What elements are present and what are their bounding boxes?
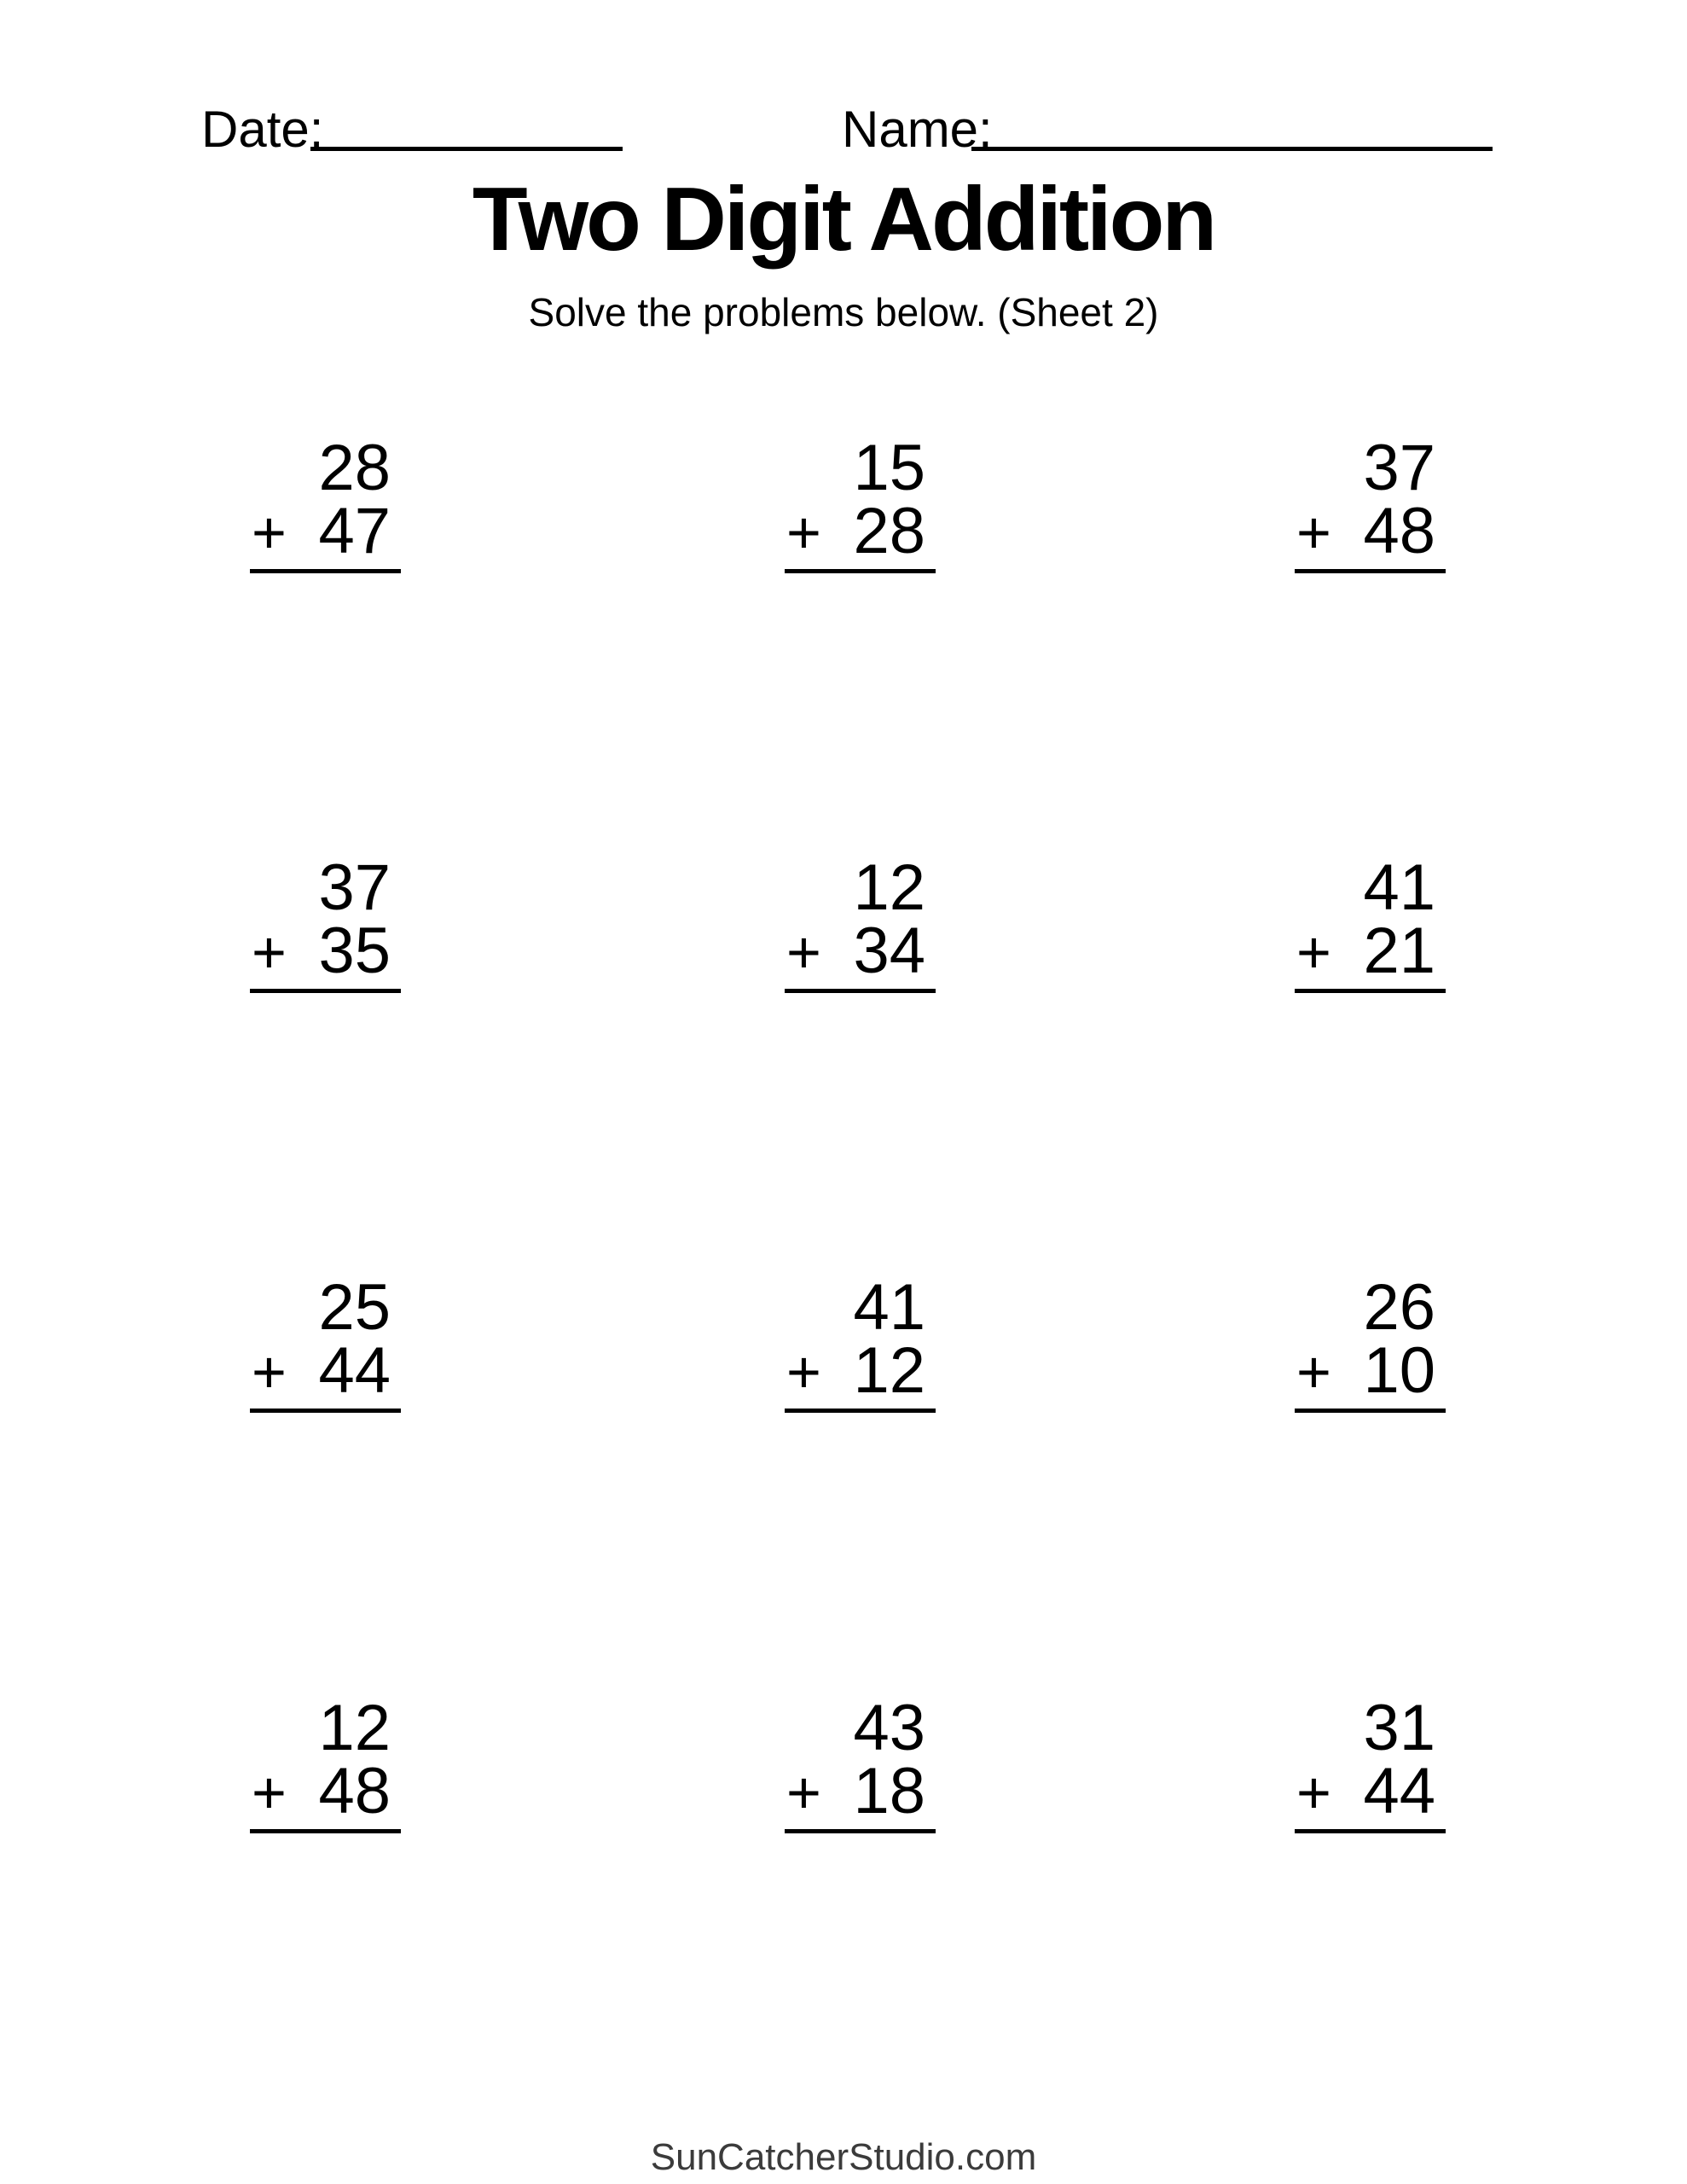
answer-space[interactable] <box>250 993 401 1070</box>
top-operand: 37 <box>318 851 391 924</box>
addition-problem-12 <box>1295 1692 1446 1910</box>
addition-problem-4 <box>250 851 401 1070</box>
bottom-operand: 18 <box>853 1755 925 1827</box>
answer-space[interactable] <box>1295 1833 1446 1910</box>
top-operand: 37 <box>1363 432 1435 504</box>
plus-operator: + <box>786 499 821 566</box>
top-operand: 26 <box>1363 1271 1435 1344</box>
answer-space[interactable] <box>1295 573 1446 650</box>
page-title: Two Digit Addition <box>472 169 1215 270</box>
plus-operator: + <box>1296 1759 1331 1826</box>
answer-space[interactable] <box>250 1833 401 1910</box>
bottom-operand: 47 <box>318 495 391 567</box>
bottom-operand: 48 <box>1363 495 1435 567</box>
bottom-operand-row <box>785 915 936 993</box>
bottom-operand-row <box>1295 495 1446 573</box>
page-subtitle: Solve the problems below. (Sheet 2) <box>528 290 1159 334</box>
answer-space[interactable] <box>250 1413 401 1490</box>
bottom-operand-row <box>1295 1755 1446 1833</box>
top-operand: 15 <box>853 432 925 504</box>
addition-problem-10 <box>250 1692 401 1910</box>
top-operand: 41 <box>1363 851 1435 924</box>
bottom-operand-row <box>785 495 936 573</box>
addition-problem-8 <box>785 1271 936 1490</box>
addition-problem-5 <box>785 851 936 1070</box>
answer-space[interactable] <box>785 1833 936 1910</box>
bottom-operand-row <box>250 1334 401 1413</box>
bottom-operand-row <box>250 1755 401 1833</box>
addition-problem-7 <box>250 1271 401 1490</box>
bottom-operand: 10 <box>1363 1334 1435 1407</box>
top-operand: 28 <box>318 432 391 504</box>
bottom-operand: 12 <box>853 1334 925 1407</box>
date-fill-line[interactable] <box>310 147 623 151</box>
plus-operator: + <box>786 1759 821 1826</box>
plus-operator: + <box>1296 499 1331 566</box>
footer-credit: SunCatcherStudio.com <box>650 2136 1037 2178</box>
top-operand: 41 <box>853 1271 925 1344</box>
top-operand: 12 <box>318 1692 391 1764</box>
addition-problem-11 <box>785 1692 936 1910</box>
bottom-operand: 28 <box>853 495 925 567</box>
answer-space[interactable] <box>785 573 936 650</box>
bottom-operand: 44 <box>318 1334 391 1407</box>
answer-space[interactable] <box>785 1413 936 1490</box>
bottom-operand-row <box>1295 915 1446 993</box>
answer-space[interactable] <box>785 993 936 1070</box>
plus-operator: + <box>786 919 821 985</box>
top-operand: 25 <box>318 1271 391 1344</box>
plus-operator: + <box>252 1759 287 1826</box>
bottom-operand-row <box>785 1755 936 1833</box>
top-operand: 31 <box>1363 1692 1435 1764</box>
answer-space[interactable] <box>1295 993 1446 1070</box>
bottom-operand: 44 <box>1363 1755 1435 1827</box>
answer-space[interactable] <box>250 573 401 650</box>
name-label: Name: <box>842 101 993 158</box>
plus-operator: + <box>1296 919 1331 985</box>
plus-operator: + <box>252 1339 287 1405</box>
bottom-operand: 48 <box>318 1755 391 1827</box>
answer-space[interactable] <box>1295 1413 1446 1490</box>
bottom-operand-row <box>250 915 401 993</box>
bottom-operand: 35 <box>318 915 391 987</box>
plus-operator: + <box>252 499 287 566</box>
top-operand: 12 <box>853 851 925 924</box>
bottom-operand-row <box>785 1334 936 1413</box>
plus-operator: + <box>252 919 287 985</box>
bottom-operand: 34 <box>853 915 925 987</box>
addition-problem-9 <box>1295 1271 1446 1490</box>
addition-problem-6 <box>1295 851 1446 1070</box>
date-label: Date: <box>201 101 324 158</box>
name-fill-line[interactable] <box>971 147 1493 151</box>
addition-problem-3 <box>1295 432 1446 650</box>
addition-problem-1 <box>250 432 401 650</box>
addition-problem-2 <box>785 432 936 650</box>
bottom-operand-row <box>1295 1334 1446 1413</box>
top-operand: 43 <box>853 1692 925 1764</box>
bottom-operand: 21 <box>1363 915 1435 987</box>
plus-operator: + <box>1296 1339 1331 1405</box>
bottom-operand-row <box>250 495 401 573</box>
plus-operator: + <box>786 1339 821 1405</box>
